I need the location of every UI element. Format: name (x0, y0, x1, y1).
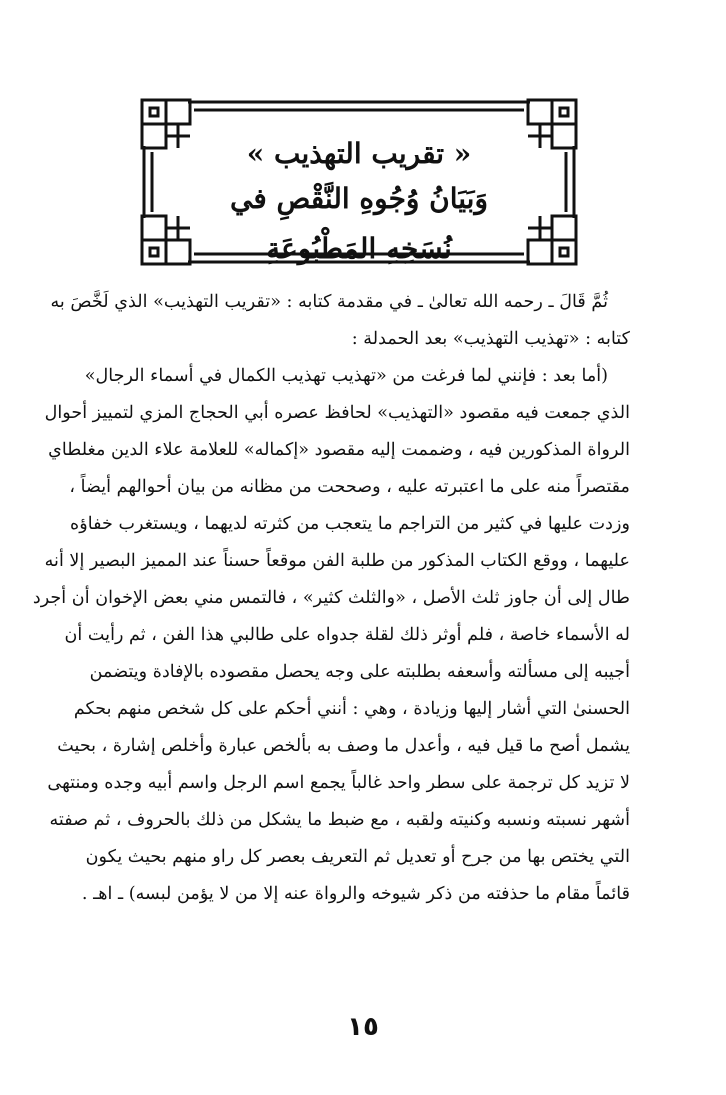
body-line: مقتصراً منه على ما اعتبرته عليه ، وصححت من مظانه من بيان أحوالهم أيضاً ، (69, 477, 630, 497)
body-line: يشمل أصح ما قيل فيه ، وأعدل ما وصف به بألخص عبارة وأخلص إشارة ، بحيث (57, 736, 630, 756)
body-line: الرواة المذكورين فيه ، وضممت إليه مقصود «إكماله» للعلامة علاء الدين مغلطاي (48, 440, 630, 460)
body-line: ثُمَّ قَالَ ـ رحمه الله تعالىٰ ـ في مقدمة كتابه : «تقريب التهذيب» الذي لَخَّصَ به (50, 292, 608, 312)
title-line-2: وَبَيَانُ وُجُوهِ النَّقْصِ في نُسَخِهِ المَطْبُوعَةِ (229, 182, 488, 265)
body-line: عليهما ، ووقع الكتاب المذكور من طلبة الفن موقعاً حسناً عند المميز البصير إلا أنه (44, 551, 630, 571)
page-number: ١٥ (347, 1012, 379, 1042)
body-line: لا تزيد كل ترجمة على سطر واحد غالباً يجمع اسم الرجل واسم أبيه وجده ومنتهى (47, 773, 630, 793)
title-frame (138, 96, 580, 268)
body-line: وزدت عليها في كثير من التراجم ما يتعجب من كثرته لديهما ، ويستغرب خفاؤه (70, 514, 630, 534)
body-line: الذي جمعت فيه مقصود «التهذيب» لحافظ عصره أبي الحجاج المزي لتمييز أحوال (44, 403, 630, 423)
body-line: قائماً مقام ما حذفته من ذكر شيوخه والرواة عنه إلا من لا يؤمن لبسه) ـ اهـ . (81, 884, 630, 904)
body-line: (أما بعد : فإنني لما فرغت من «تهذيب تهذيب الكمال في أسماء الرجال» (84, 366, 608, 386)
body-line: الحسنىٰ التي أشار إليها وزيادة ، وهي : أنني أحكم على كل شخص منهم بحكم (73, 699, 630, 719)
body-line: له الأسماء خاصة ، فلم أوثر ذلك لقلة جدواه على طالبي هذا الفن ، ثم رأيت أن (64, 625, 630, 645)
body-line: التي يختص بها من جرح أو تعديل ثم التعريف بعصر كل راو منهم بحيث يكون (85, 847, 630, 867)
body-text (32, 284, 630, 913)
body-line: أشهر نسبته ونسبه وكنيته ولقبه ، مع ضبط ما يشكل من ذلك بالحروف ، ثم صفته (49, 810, 630, 830)
title-line-1: « تقريب التهذيب » (246, 137, 472, 170)
title-block (208, 134, 510, 274)
body-line: طال إلى أن جاوز ثلث الأصل ، «والثلث كثير» ، فالتمس مني بعض الإخوان أن أجرد (32, 588, 630, 608)
body-line: أجيبه إلى مسألته وأسعفه بطلبته على وجه يحصل مقصوده بالإفادة ويتضمن (89, 662, 630, 682)
body-line: كتابه : «تهذيب التهذيب» بعد الحمدلة : (351, 329, 630, 349)
